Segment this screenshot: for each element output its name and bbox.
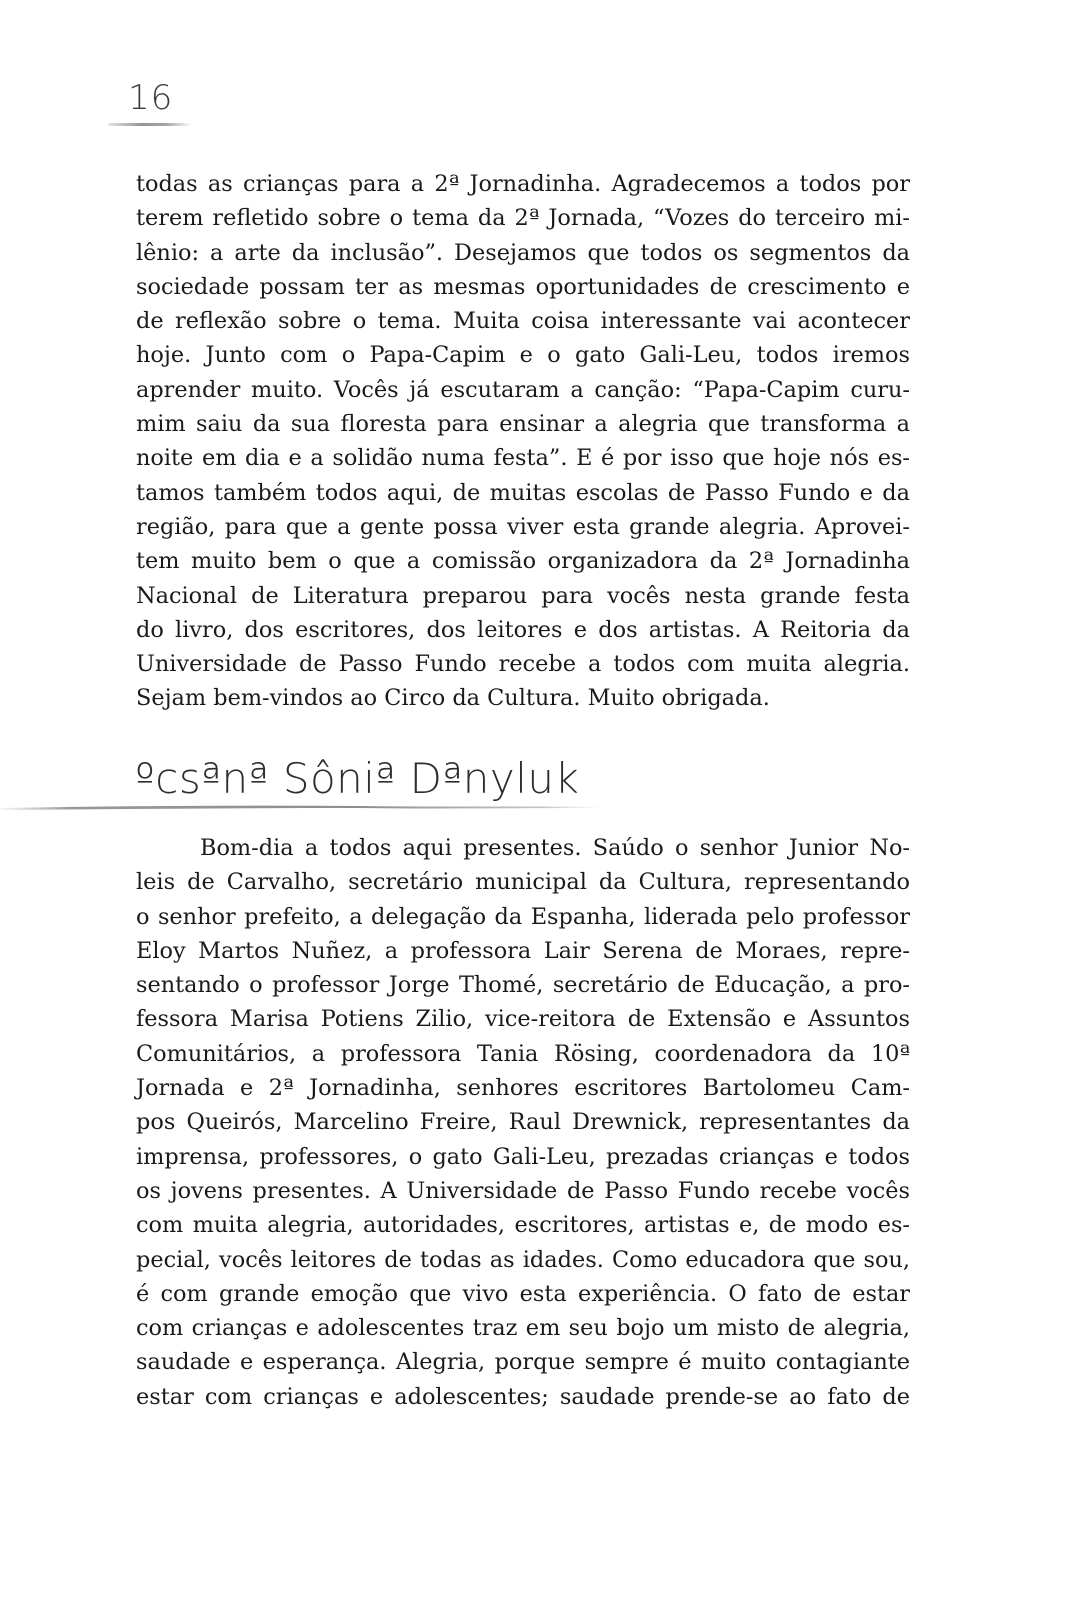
text-line: região, para que a gente possa viver esta grande alegria. Aprovei- [136, 513, 910, 540]
text-line: fessora Marisa Potiens Zilio, vice-reitora de Extensão e Assuntos [136, 1006, 910, 1033]
text-line: com muita alegria, autoridades, escritores, artistas e, de modo es- [136, 1212, 910, 1239]
text-line: é com grande emoção que vivo esta experiência. O fato de estar [136, 1280, 910, 1307]
text-line: Bom-dia a todos aqui presentes. Saúdo o senhor Junior No- [200, 835, 910, 861]
text-line: Universidade de Passo Fundo recebe a todos com muita alegria. [136, 651, 910, 678]
text-line: hoje. Junto com o Papa-Capim e o gato Gali-Leu, todos iremos [136, 342, 910, 369]
text-line: Eloy Martos Nuñez, a professora Lair Serena de Moraes, repre- [136, 937, 910, 964]
text-line: pos Queirós, Marcelino Freire, Raul Drewnick, representantes da [136, 1109, 910, 1136]
text-line: tem muito bem o que a comissão organizadora da 2ª Jornadinha [136, 548, 910, 575]
text-line: Sejam bem-vindos ao Circo da Cultura. Muito obrigada. [136, 685, 770, 712]
text-line: Nacional de Literatura preparou para vocês nesta grande festa [136, 582, 910, 609]
text-line: do livro, dos escritores, dos leitores e dos artistas. A Reitoria da [136, 616, 910, 643]
text-line: sentando o professor Jorge Thomé, secretário de Educação, a pro- [136, 972, 910, 999]
text-line: os jovens presentes. A Universidade de Passo Fundo recebe vocês [136, 1177, 910, 1204]
text-line: de reflexão sobre o tema. Muita coisa interessante vai acontecer [136, 308, 910, 335]
text-line: sociedade possam ter as mesmas oportunidades de crescimento e [136, 273, 910, 300]
body-text-block-1 [136, 167, 910, 716]
heading-rule [0, 803, 600, 811]
page-number: 16 [128, 78, 174, 118]
text-line: todas as crianças para a 2ª Jornadinha. Agradecemos a todos por [136, 171, 910, 197]
page-number-rule [108, 123, 192, 126]
text-line: imprensa, professores, o gato Gali-Leu, prezadas crianças e todos [136, 1143, 910, 1170]
text-line: leis de Carvalho, secretário municipal da Cultura, representando [136, 869, 910, 896]
text-line: pecial, vocês leitores de todas as idades. Como educadora que sou, [136, 1246, 910, 1273]
text-line: saudade e esperança. Alegria, porque sempre é muito contagiante [136, 1349, 910, 1376]
section-heading: ºcsªnª Sôniª Dªnyluk [135, 754, 580, 803]
body-text-block-2 [136, 831, 910, 1414]
text-line: Comunitários, a professora Tania Rösing, coordenadora da 10ª [136, 1040, 910, 1067]
text-line: terem refletido sobre o tema da 2ª Jornada, “Vozes do terceiro mi- [136, 205, 910, 232]
text-line: noite em dia e a solidão numa festa”. E é por isso que hoje nós es- [136, 445, 910, 472]
text-line: com crianças e adolescentes traz em seu bojo um misto de alegria, [136, 1315, 910, 1342]
text-line: o senhor prefeito, a delegação da Espanha, liderada pelo professor [136, 903, 910, 930]
text-line: aprender muito. Vocês já escutaram a canção: “Papa-Capim curu- [136, 376, 910, 403]
text-line: Jornada e 2ª Jornadinha, senhores escritores Bartolomeu Cam- [136, 1075, 910, 1102]
text-line: mim saiu da sua floresta para ensinar a alegria que transforma a [136, 411, 910, 438]
text-line: estar com crianças e adolescentes; saudade prende-se ao fato de [136, 1383, 910, 1410]
text-line: lênio: a arte da inclusão”. Desejamos que todos os segmentos da [136, 239, 910, 266]
text-line: tamos também todos aqui, de muitas escolas de Passo Fundo e da [136, 479, 910, 506]
